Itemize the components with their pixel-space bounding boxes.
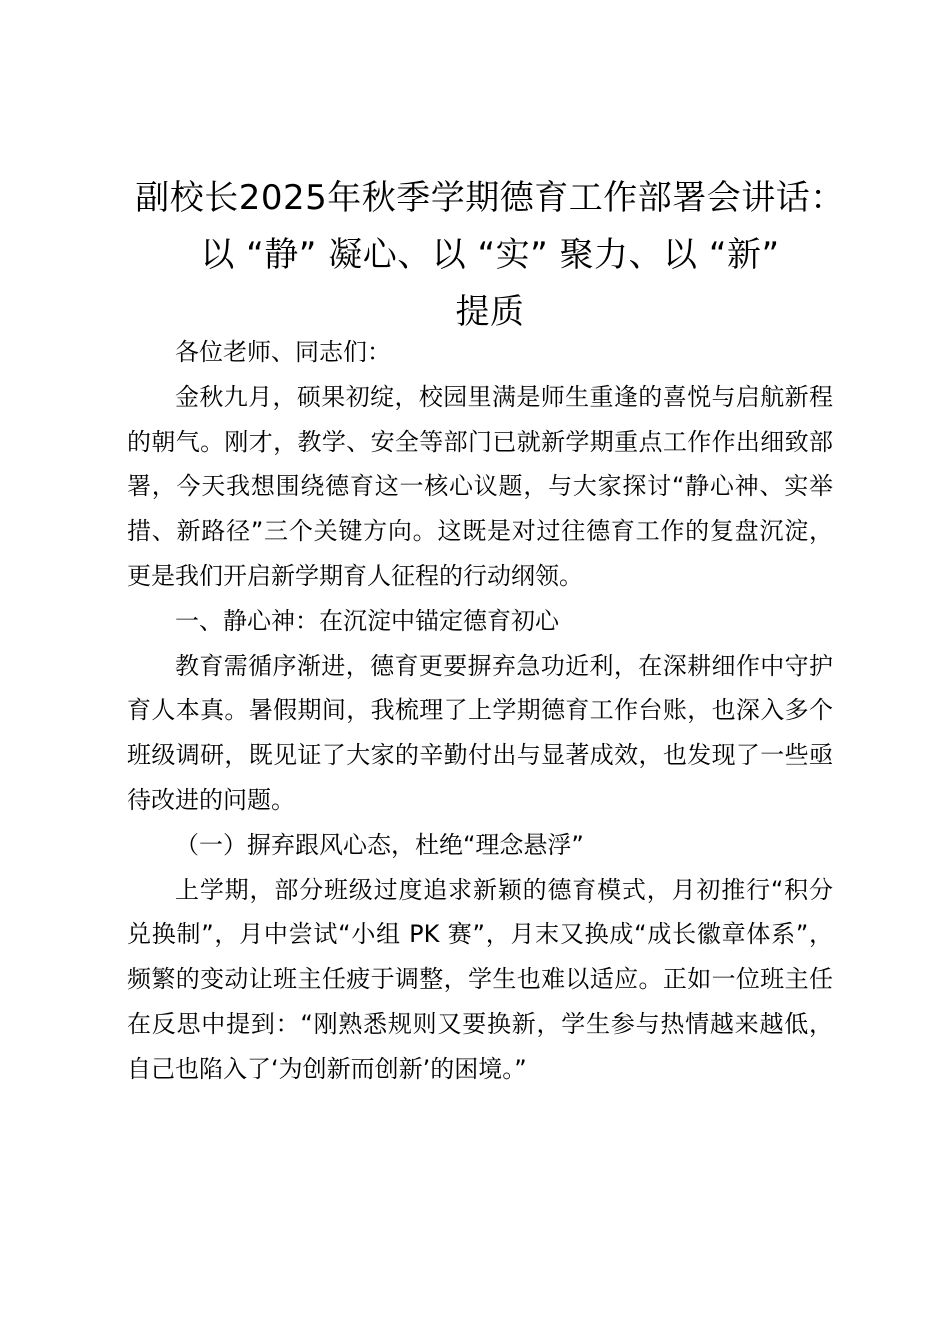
document-body [127,330,833,1092]
paragraph-intro: 金秋九月，硕果初绽，校园里满是师生重逢的喜悦与启航新程的朝气。刚才，教学、安全等部门已就新学期重点工作作出细致部署，今天我想围绕德育这一核心议题，与大家探讨“静心神、实举措、新路径”三个关键方向。这既是对过往德育工作的复盘沉淀，更是我们开启新学期育人征程的行动纲领。 [127,382,833,590]
title-line-1: 副校长2025年秋季学期德育工作部署会讲话： [135,178,845,218]
salutation: 各位老师、同志们： [175,338,391,366]
title-line-2: 以 “静” 凝心、以 “实” 聚力、以 “新” [200,235,780,275]
document-title [110,170,870,341]
paragraph-section-1: 教育需循序渐进，德育更要摒弃急功近利，在深耕细作中守护育人本真。暑假期间，我梳理了上学期德育工作台账，也深入多个班级调研，既见证了大家的辛勤付出与显著成效，也发现了一些亟待改进的问题。 [127,651,833,814]
subsection-heading-1: （一）摒弃跟风心态，杜绝“理念悬浮” [175,830,584,859]
section-heading-1: 一、静心神：在沉淀中锚定德育初心 [175,606,559,635]
paragraph-subsection-1: 上学期，部分班级过度追求新颖的德育模式，月初推行“积分兑换制”，月中尝试“小组 PK 赛”，月末又换成“成长徽章体系”，频繁的变动让班主任疲于调整，学生也难以适应。正如一位班主任在反思中提到：“刚熟悉规则又要换新，学生参与热情越来越低，自己也陷入了‘为创新而创新’的困境。” [127,875,833,1083]
title-line-3: 提质 [455,292,525,332]
